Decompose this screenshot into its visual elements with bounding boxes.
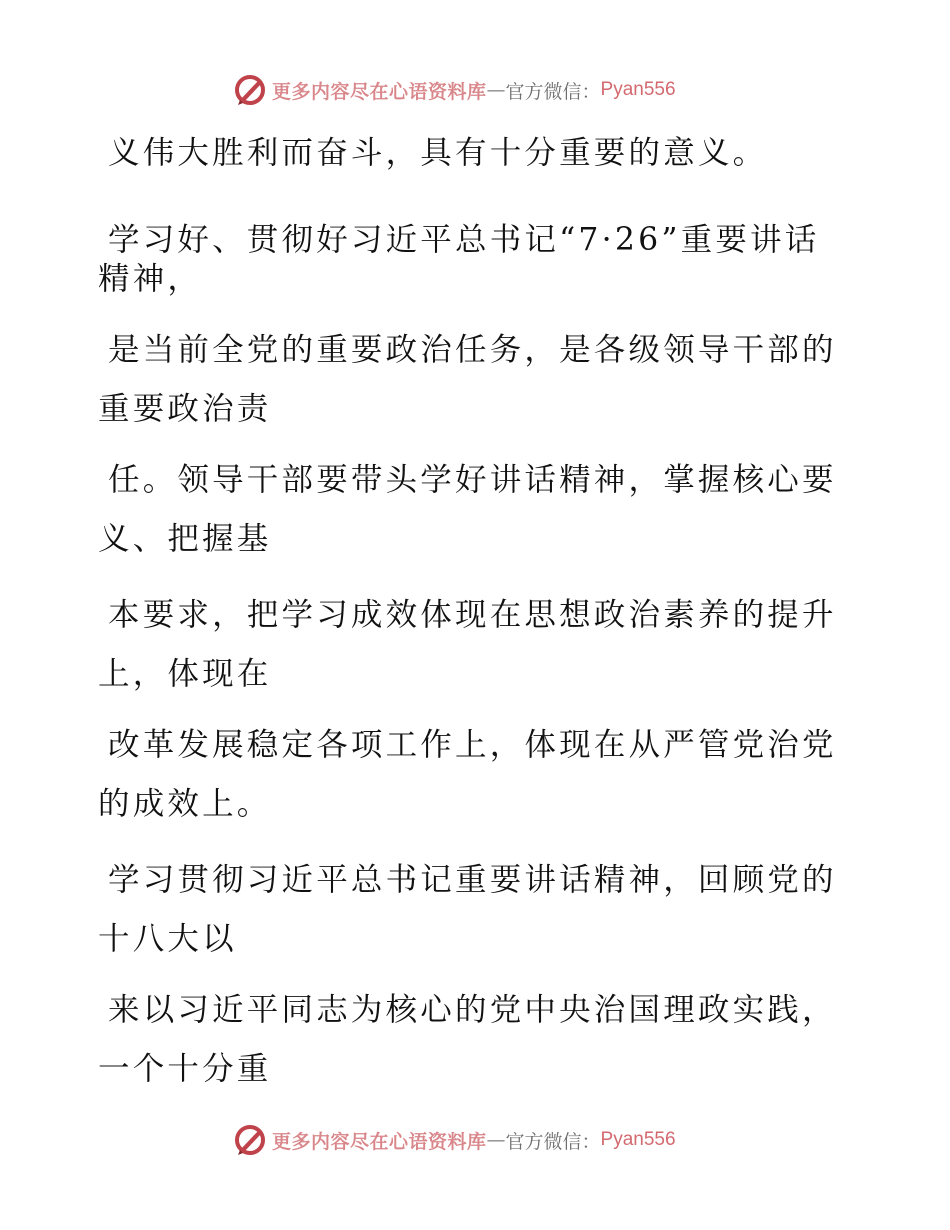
watermark-official-label: 官方微信： (505, 80, 601, 103)
body-line: 精神， (98, 261, 203, 297)
body-line: 义、把握基 (98, 521, 272, 557)
body-line: 学习好、贯彻好习近平总书记“7·26”重要讲话 (108, 222, 820, 258)
body-line: 来以习近平同志为核心的党中央治国理政实践， (108, 992, 837, 1028)
watermark-brand: 更多内容尽在心语资料库 (272, 80, 487, 103)
body-line: 义伟大胜利而奋斗，具有十分重要的意义。 (108, 135, 768, 171)
pen-circle-logo-icon (232, 1122, 268, 1158)
body-line: 改革发展稳定各项工作上，体现在从严管党治党 (108, 727, 837, 763)
watermark-separator: — (486, 1129, 506, 1151)
body-line: 学习贯彻习近平总书记重要讲话精神，回顾党的 (108, 862, 837, 898)
footer-watermark (232, 1120, 676, 1160)
body-line: 重要政治责 (98, 391, 272, 427)
watermark-separator: — (486, 79, 506, 101)
body-line: 上，体现在 (98, 656, 272, 692)
watermark-brand: 更多内容尽在心语资料库 (272, 1130, 487, 1153)
body-line: 十八大以 (98, 921, 237, 957)
body-line: 是当前全党的重要政治任务，是各级领导干部的 (108, 332, 837, 368)
pen-circle-logo-icon (232, 72, 268, 108)
watermark-wechat-id: Pyan556 (600, 1129, 676, 1150)
body-line: 一个十分重 (98, 1051, 272, 1087)
body-line: 的成效上。 (98, 786, 272, 822)
watermark-wechat-id: Pyan556 (600, 79, 676, 100)
watermark-official-label: 官方微信： (505, 1130, 601, 1153)
header-watermark (232, 70, 676, 110)
body-line: 任。领导干部要带头学好讲话精神，掌握核心要 (108, 462, 837, 498)
body-line: 本要求，把学习成效体现在思想政治素养的提升 (108, 597, 837, 633)
